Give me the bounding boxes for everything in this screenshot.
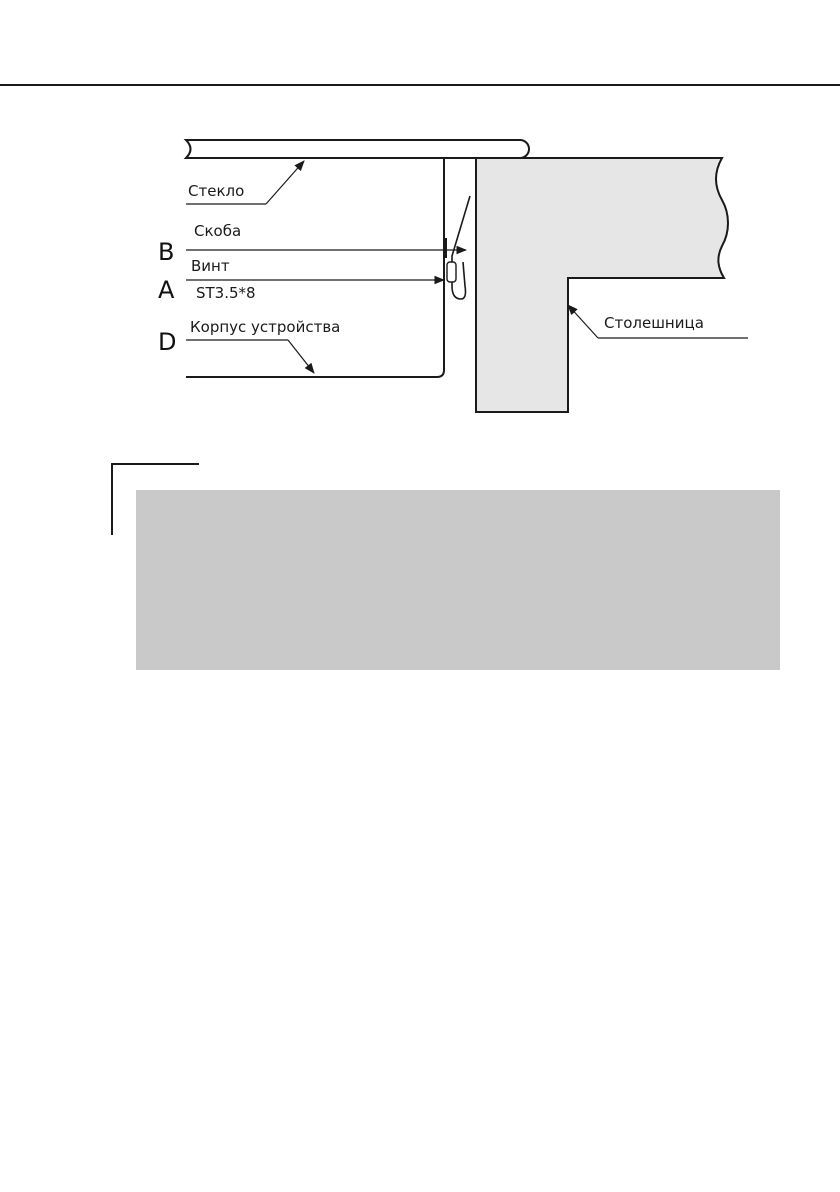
note-corner-horizontal <box>111 463 199 465</box>
installation-diagram <box>0 0 840 440</box>
screw-spec-label: ST3.5*8 <box>196 284 256 302</box>
glass-label: Стекло <box>188 182 245 200</box>
note-box <box>136 490 780 670</box>
note-corner-vertical <box>111 463 113 535</box>
bracket-label: Скоба <box>194 222 242 240</box>
countertop-shape <box>476 158 728 412</box>
countertop-leader-arrow <box>568 305 598 338</box>
glass-panel <box>186 140 529 158</box>
marker-d: D <box>158 328 177 356</box>
glass-leader-arrow <box>266 161 304 204</box>
marker-a: A <box>158 276 175 304</box>
marker-b: B <box>158 238 175 266</box>
countertop-label: Столешница <box>604 314 704 332</box>
housing-label: Корпус устройства <box>190 318 341 336</box>
screw-label: Винт <box>191 257 230 275</box>
screw-head <box>447 262 456 282</box>
housing-leader-arrow <box>288 340 314 373</box>
bracket-clip <box>452 196 470 299</box>
